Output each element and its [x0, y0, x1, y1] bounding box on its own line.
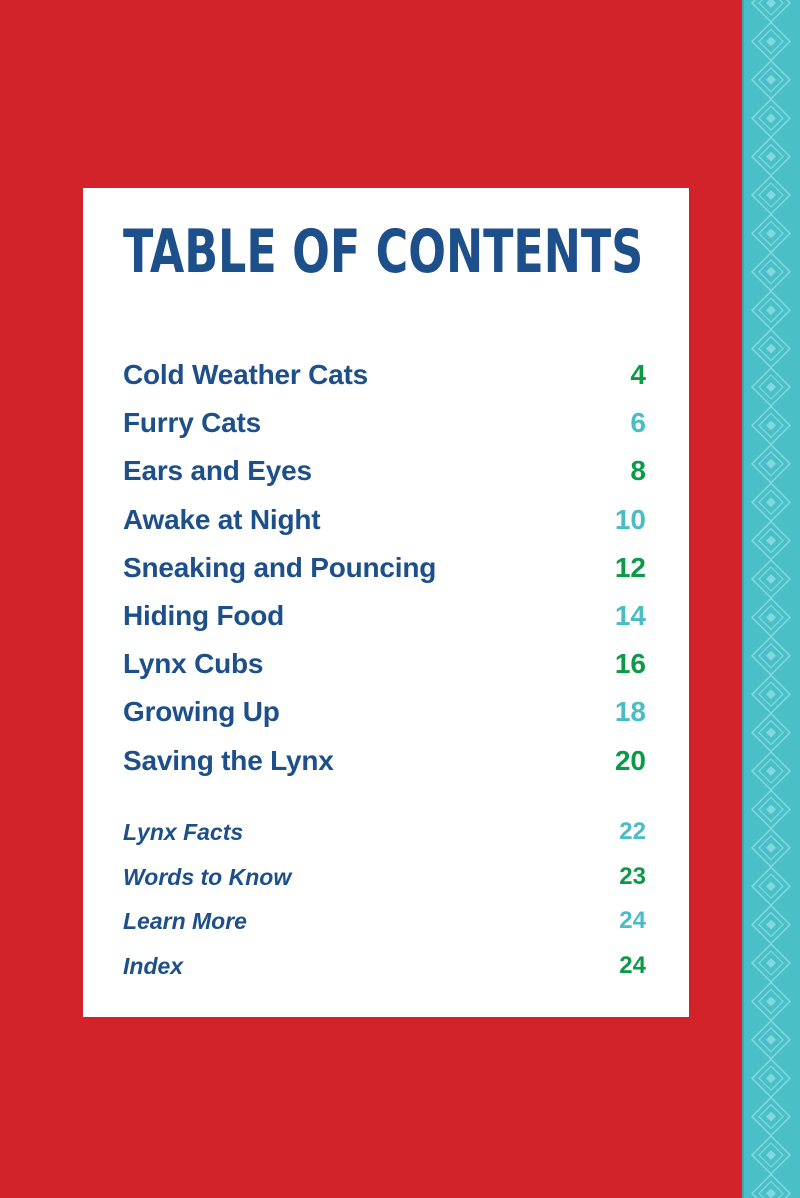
diamond-ornament — [766, 305, 776, 315]
toc-entry-title: Growing Up — [123, 696, 280, 728]
toc-entry-title: Awake at Night — [123, 503, 321, 535]
toc-entry-title: Hiding Food — [123, 599, 285, 631]
back-matter-page: 23 — [619, 862, 646, 890]
diamond-ornament — [766, 881, 776, 891]
back-matter-entry[interactable] — [123, 863, 646, 908]
diamond-ornament — [766, 1188, 776, 1198]
diamond-ornament — [766, 728, 776, 738]
diamond-ornament — [766, 420, 776, 430]
diamond-ornament — [766, 190, 776, 200]
back-matter-entry[interactable] — [123, 952, 646, 997]
back-matter-page: 24 — [619, 907, 646, 935]
toc-entry-page: 4 — [630, 359, 646, 390]
diamond-ornament — [766, 766, 776, 776]
toc-card — [83, 188, 689, 1017]
diamond-ornament — [766, 497, 776, 507]
diamond-ornament — [766, 267, 776, 277]
diamond-ornament — [766, 1150, 776, 1160]
diamond-ornament — [766, 536, 776, 546]
diamond-ornament — [766, 1035, 776, 1045]
diamond-ornament — [766, 36, 776, 46]
back-matter-title: Lynx Facts — [123, 819, 244, 845]
diamond-ornament — [766, 344, 776, 354]
toc-entry-page: 6 — [630, 407, 646, 439]
back-matter-title: Words to Know — [123, 863, 292, 890]
diamond-ornament — [766, 689, 776, 699]
toc-entry-page: 10 — [614, 503, 646, 535]
toc-entry[interactable] — [123, 503, 646, 551]
diamond-ornament — [766, 996, 776, 1006]
toc-entry[interactable] — [123, 551, 646, 599]
diamond-ornament — [766, 1112, 776, 1122]
toc-entry-title: Saving the Lynx — [123, 744, 334, 776]
diamond-ornament — [766, 651, 776, 661]
diamond-ornament — [766, 612, 776, 622]
toc-entry[interactable] — [123, 406, 646, 454]
toc-entry-page: 12 — [614, 551, 646, 583]
toc-entry-page: 18 — [614, 696, 646, 728]
toc-entry-page: 8 — [630, 455, 646, 487]
diamond-ornament — [766, 958, 776, 968]
page-title: TABLE OF CONTENTS — [123, 217, 644, 287]
diamond-ornament — [766, 804, 776, 814]
back-matter-entry[interactable] — [123, 907, 646, 952]
toc-entry-page: 16 — [614, 648, 646, 680]
toc-entry-title: Lynx Cubs — [123, 648, 264, 680]
diamond-ornament — [766, 574, 776, 584]
diamond-ornament — [766, 920, 776, 930]
diamond-ornament — [766, 1073, 776, 1083]
chapter-list — [123, 358, 646, 792]
back-matter-list — [123, 818, 646, 997]
back-matter-page: 22 — [619, 818, 646, 845]
diamond-ornament — [766, 382, 776, 392]
diamond-ornament — [766, 228, 776, 238]
toc-entry[interactable] — [123, 647, 646, 695]
toc-entry[interactable] — [123, 358, 646, 406]
diamond-pattern — [742, 0, 800, 1198]
diamond-ornament — [766, 0, 776, 8]
toc-entry[interactable] — [123, 599, 646, 647]
toc-entry-page: 20 — [614, 744, 646, 776]
toc-entry[interactable] — [123, 744, 646, 792]
diamond-ornament — [766, 75, 776, 85]
diamond-ornament — [766, 843, 776, 853]
diamond-ornament — [766, 113, 776, 123]
decorative-side-border — [742, 0, 800, 1198]
back-matter-page: 24 — [619, 952, 646, 980]
toc-entry-title: Furry Cats — [123, 407, 262, 439]
toc-entry[interactable] — [123, 454, 646, 502]
diamond-ornament — [766, 152, 776, 162]
back-matter-entry[interactable] — [123, 818, 646, 863]
back-matter-title: Learn More — [123, 908, 247, 935]
toc-entry-title: Cold Weather Cats — [123, 359, 369, 390]
back-matter-title: Index — [123, 953, 184, 980]
toc-entry-title: Sneaking and Pouncing — [123, 551, 437, 583]
toc-entry-page: 14 — [614, 599, 646, 631]
toc-entry-title: Ears and Eyes — [123, 455, 312, 487]
diamond-ornament — [766, 459, 776, 469]
toc-entry[interactable] — [123, 695, 646, 743]
